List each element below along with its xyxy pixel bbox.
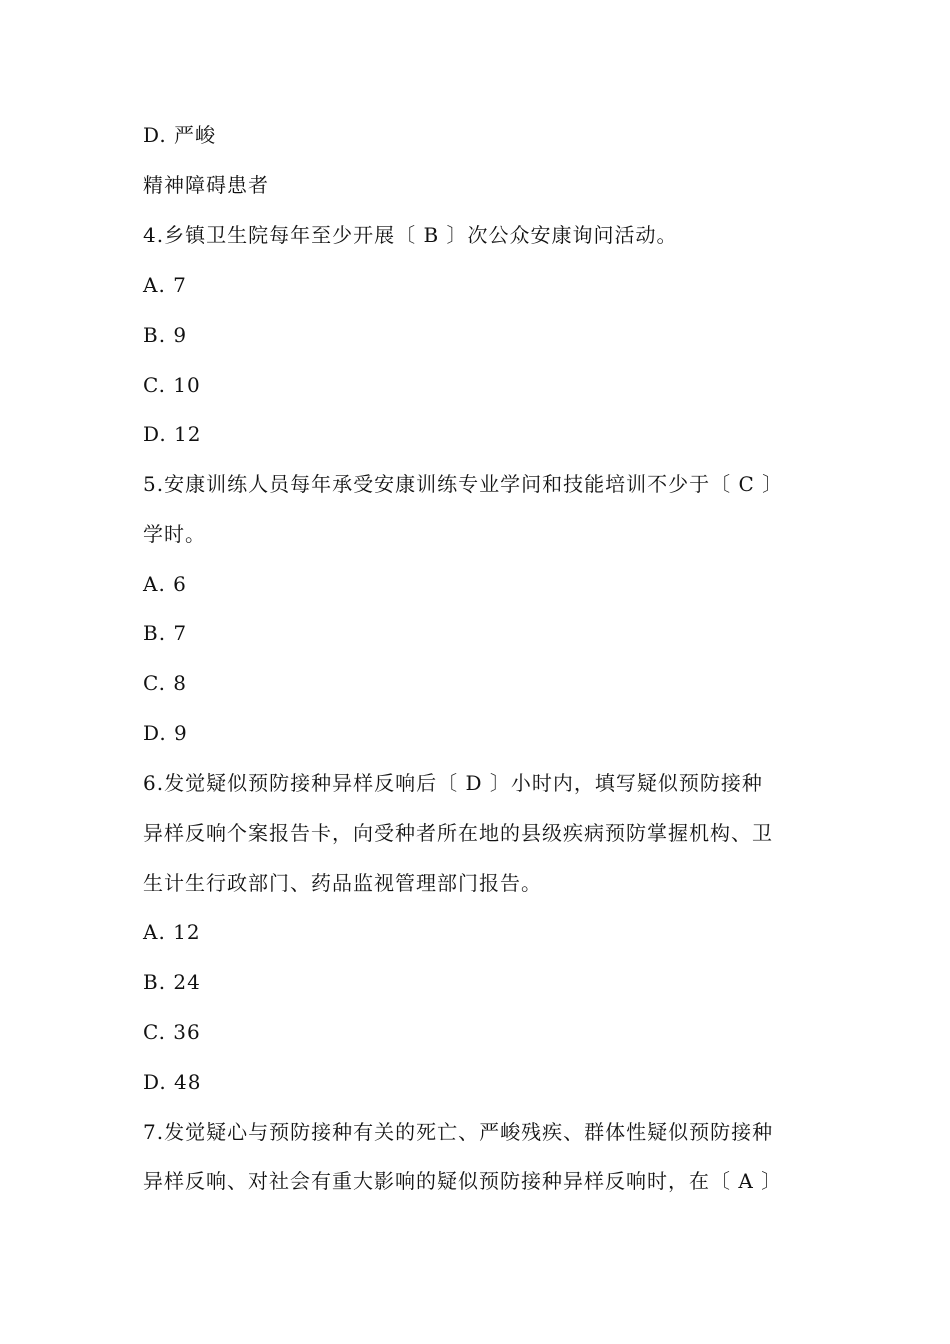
q5-option-a: A. 6 [143, 572, 187, 596]
question-4: 4.乡镇卫生院每年至少开展〔 B 〕次公众安康询问活动。 [143, 223, 678, 247]
q6-option-d: D. 48 [143, 1070, 202, 1094]
q4-option-d: D. 12 [143, 422, 202, 446]
question-6-line-2: 异样反响个案报告卡，向受种者所在地的县级疾病预防掌握机构、卫 [143, 821, 773, 845]
question-5-line-1: 5.安康训练人员每年承受安康训练专业学问和技能培训不少于〔 C 〕 [143, 472, 784, 496]
q5-option-c: C. 8 [143, 671, 188, 695]
q5-option-b: B. 7 [143, 621, 188, 645]
question-5-line-2: 学时。 [143, 522, 206, 546]
option-d-severe: D. 严峻 [143, 123, 217, 147]
q6-option-b: B. 24 [143, 970, 201, 994]
section-heading: 精神障碍患者 [143, 173, 269, 197]
question-6-line-3: 生计生行政部门、药品监视管理部门报告。 [143, 871, 542, 895]
q6-option-a: A. 12 [143, 920, 201, 944]
question-7-line-1: 7.发觉疑心与预防接种有关的死亡、严峻残疾、群体性疑似预防接种 [143, 1120, 774, 1144]
q4-option-b: B. 9 [143, 323, 188, 347]
q4-option-a: A. 7 [143, 273, 187, 297]
question-7-line-2: 异样反响、对社会有重大影响的疑似预防接种异样反响时，在〔 A 〕 [143, 1169, 783, 1193]
q6-option-c: C. 36 [143, 1020, 201, 1044]
q5-option-d: D. 9 [143, 721, 188, 745]
q4-option-c: C. 10 [143, 373, 201, 397]
question-6-line-1: 6.发觉疑似预防接种异样反响后〔 D 〕小时内，填写疑似预防接种 [143, 771, 763, 795]
